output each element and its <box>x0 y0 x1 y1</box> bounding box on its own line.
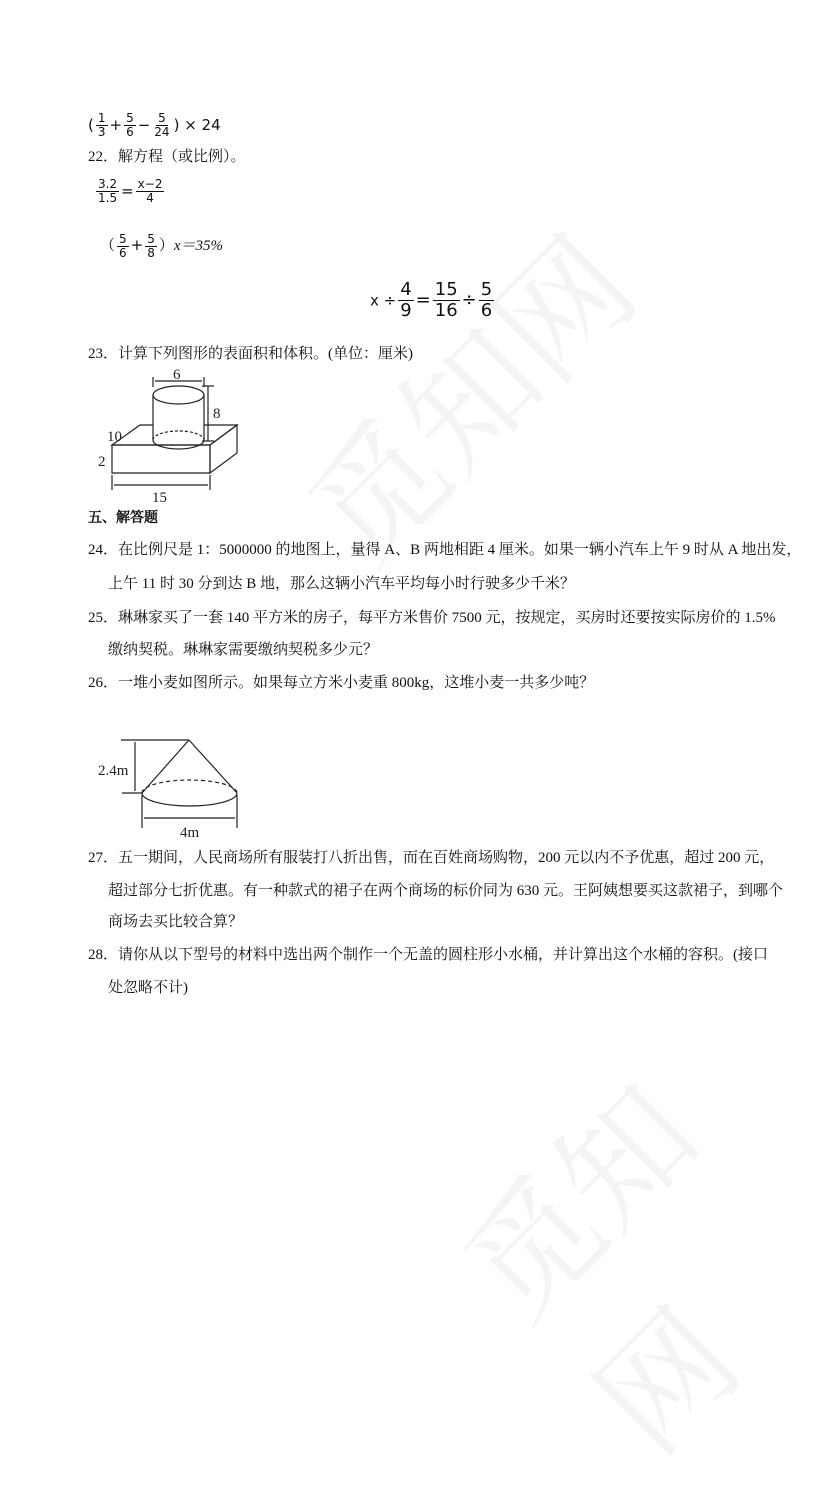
q23-title: 23．计算下列图形的表面积和体积。(单位：厘米) <box>88 346 413 362</box>
q28-line-2: 处忽略不计) <box>108 980 188 996</box>
q22-equation-1: $\frac{3.2}{1.5}$ = $\frac{x-2}{4}$ <box>98 177 163 206</box>
q24-line-1: 24．在比例尺是 1：5000000 的地图上，量得 A、B 两地相距 4 厘米。如果一辆小汽车上午 9 时从 A 地出发， <box>88 542 802 558</box>
q26-text: 26．一堆小麦如图所示。如果每立方米小麦重 800kg，这堆小麦一共多少吨？ <box>88 675 595 691</box>
label-diameter: 4m <box>180 825 200 840</box>
label-thickness: 2 <box>98 454 106 470</box>
q21-expression: ( $\frac{1}{3}$ + $\frac{5}{6}$ − $\frac{5}{24}$ ) × 24 <box>88 111 221 140</box>
watermark <box>261 189 669 597</box>
q27-line-2: 超过部分七折优惠。有一种款式的裙子在两个商场的标价同为 630 元。王阿姨想要买这款裙子，到哪个 <box>108 883 784 899</box>
q27-line-1: 27．五一期间，人民商场所有服装打八折出售，而在百姓商场购物，200 元以内不予优惠，超过 200 元， <box>88 850 775 866</box>
watermark <box>416 988 830 1486</box>
section-heading: 五、解答题 <box>88 510 158 526</box>
q24-line-2: 上午 11 时 30 分到达 B 地，那么这辆小汽车平均每小时行驶多少千米？ <box>108 576 575 592</box>
q25-line-2: 缴纳契税。琳琳家需要缴纳契税多少元？ <box>108 642 379 658</box>
q22-equation-2: （ $\frac{5}{6}$ + $\frac{5}{8}$ ）x＝35% <box>100 232 224 261</box>
q23-figure-cylinder-on-block <box>80 365 280 505</box>
q25-line-1: 25．琳琳家买了一套 140 平方米的房子，每平方米售价 7500 元，按规定，买房时还要按实际房价的 1.5% <box>88 610 776 626</box>
q22-title: 22．解方程（或比例）。 <box>88 149 246 165</box>
q27-line-3: 商场去买比较合算？ <box>108 914 244 930</box>
label-length: 15 <box>152 490 167 505</box>
label-diameter: 6 <box>173 367 181 383</box>
q28-line-1: 28．请你从以下型号的材料中选出两个制作一个无盖的圆柱形小水桶，并计算出这个水桶的容积。(接口 <box>88 947 768 963</box>
label-width: 10 <box>107 429 122 445</box>
label-height: 8 <box>213 406 221 422</box>
q26-figure-cone <box>80 725 280 840</box>
label-height: 2.4m <box>98 763 129 779</box>
q22-equation-3: x ÷ $\frac{4}{9}$ = $\frac{15}{16}$ ÷ $\frac{5}{6}$ <box>370 279 493 321</box>
